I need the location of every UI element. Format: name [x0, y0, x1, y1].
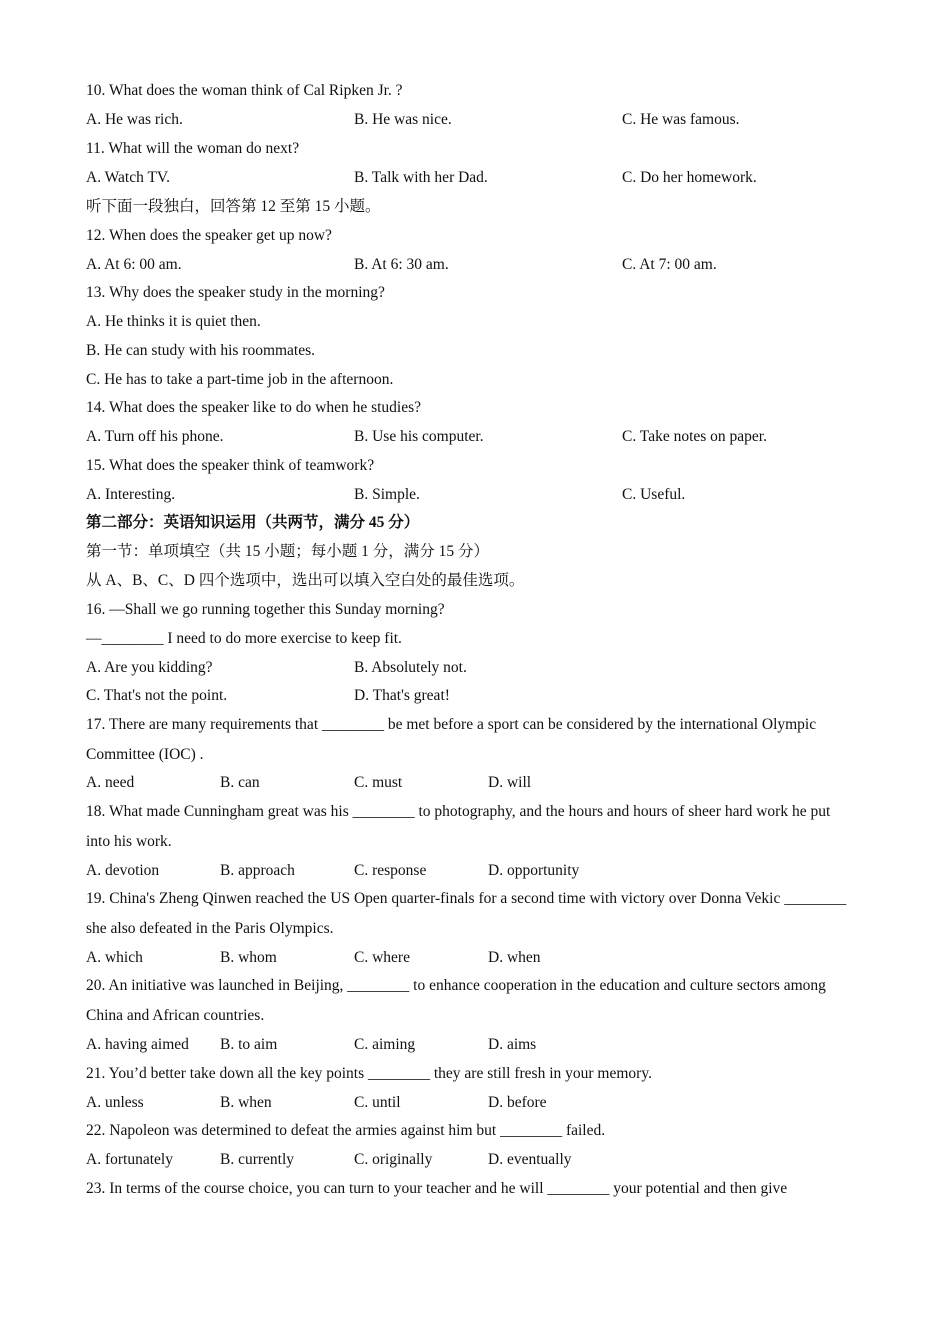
- section-one-instruction: 从 A、B、C、D 四个选项中，选出可以填入空白处的最佳选项。: [86, 572, 525, 589]
- question-19-option-d: D. when: [488, 949, 541, 966]
- question-19-option-b: B. whom: [220, 949, 277, 966]
- question-18-option-a: A. devotion: [86, 862, 160, 879]
- question-17-option-b: B. can: [220, 774, 260, 791]
- question-12-option-c: C. At 7: 00 am.: [622, 256, 717, 273]
- question-17-option-d: D. will: [488, 774, 532, 791]
- question-20-option-d: D. aims: [488, 1036, 537, 1053]
- question-18-option-d: D. opportunity: [488, 862, 580, 879]
- question-22-option-b: B. currently: [220, 1151, 295, 1168]
- question-23-stem: 23. In terms of the course choice, you can turn to your teacher and he will ________ your potential and then give: [86, 1180, 788, 1197]
- question-21-option-d: D. before: [488, 1094, 547, 1111]
- question-20-stem: 20. An initiative was launched in Beijing, ________ to enhance cooperation in the education and culture sectors among China and African countries.: [86, 977, 826, 1024]
- part-two-heading: 第二部分：英语知识运用（共两节，满分 45 分）: [86, 514, 420, 531]
- question-21-option-c: C. until: [354, 1094, 401, 1111]
- question-14-option-a: A. Turn off his phone.: [86, 428, 224, 445]
- question-10-stem: 10. What does the woman think of Cal Ripken Jr. ?: [86, 82, 403, 99]
- question-18-option-c: C. response: [354, 862, 427, 879]
- question-10-option-b: B. He was nice.: [354, 111, 452, 128]
- question-19-option-c: C. where: [354, 949, 410, 966]
- question-21-option-b: B. when: [220, 1094, 272, 1111]
- question-16-option-d: D. That's great!: [354, 687, 450, 704]
- question-18-option-b: B. approach: [220, 862, 295, 879]
- question-22-option-c: C. originally: [354, 1151, 433, 1168]
- monologue-instruction: 听下面一段独白，回答第 12 至第 15 小题。: [86, 198, 381, 215]
- section-one-heading: 第一节：单项填空（共 15 小题；每小题 1 分，满分 15 分）: [86, 543, 490, 560]
- question-11-option-a: A. Watch TV.: [86, 169, 171, 186]
- question-14-stem: 14. What does the speaker like to do when he studies?: [86, 399, 422, 416]
- question-18-stem: 18. What made Cunningham great was his ________ to photography, and the hours and hours of sheer hard work he put into his work.: [86, 803, 831, 850]
- question-14-option-c: C. Take notes on paper.: [622, 428, 767, 445]
- question-20-option-b: B. to aim: [220, 1036, 278, 1053]
- question-17-option-c: C. must: [354, 774, 403, 791]
- question-19-stem: 19. China's Zheng Qinwen reached the US Open quarter-finals for a second time with victory over Donna Vekic ________ she also defeated in the Paris Olympics.: [86, 890, 847, 937]
- question-20-option-c: C. aiming: [354, 1036, 416, 1053]
- question-13-option-b: B. He can study with his roommates.: [86, 342, 316, 359]
- question-17-stem: 17. There are many requirements that ________ be met before a sport can be considered by the international Olympic Committee (IOC) .: [86, 716, 817, 763]
- question-16-line-1: 16. —Shall we go running together this Sunday morning?: [86, 601, 445, 618]
- question-11-option-b: B. Talk with her Dad.: [354, 169, 488, 186]
- question-13-stem: 13. Why does the speaker study in the morning?: [86, 284, 385, 301]
- question-14-option-b: B. Use his computer.: [354, 428, 484, 445]
- question-16-option-b: B. Absolutely not.: [354, 659, 467, 676]
- question-16-option-c: C. That's not the point.: [86, 687, 228, 704]
- question-13-option-c: C. He has to take a part-time job in the afternoon.: [86, 371, 394, 388]
- question-17-option-a: A. need: [86, 774, 135, 791]
- question-21-stem: 21. You’d better take down all the key points ________ they are still fresh in your memory.: [86, 1065, 652, 1082]
- question-22-stem: 22. Napoleon was determined to defeat the armies against him but ________ failed.: [86, 1122, 606, 1139]
- question-12-option-a: A. At 6: 00 am.: [86, 256, 182, 273]
- question-15-stem: 15. What does the speaker think of teamwork?: [86, 457, 375, 474]
- question-12-stem: 12. When does the speaker get up now?: [86, 227, 332, 244]
- question-15-option-c: C. Useful.: [622, 486, 686, 503]
- question-16-option-a: A. Are you kidding?: [86, 659, 213, 676]
- question-15-option-b: B. Simple.: [354, 486, 420, 503]
- question-10-option-a: A. He was rich.: [86, 111, 183, 128]
- question-19-option-a: A. which: [86, 949, 143, 966]
- question-20-option-a: A. having aimed: [86, 1036, 189, 1053]
- question-11-stem: 11. What will the woman do next?: [86, 140, 300, 157]
- question-11-option-c: C. Do her homework.: [622, 169, 757, 186]
- question-22-option-a: A. fortunately: [86, 1151, 173, 1168]
- question-12-option-b: B. At 6: 30 am.: [354, 256, 449, 273]
- question-15-option-a: A. Interesting.: [86, 486, 176, 503]
- question-22-option-d: D. eventually: [488, 1151, 572, 1168]
- question-16-line-2: —________ I need to do more exercise to keep fit.: [86, 630, 402, 647]
- question-21-option-a: A. unless: [86, 1094, 144, 1111]
- question-10-option-c: C. He was famous.: [622, 111, 740, 128]
- question-13-option-a: A. He thinks it is quiet then.: [86, 313, 261, 330]
